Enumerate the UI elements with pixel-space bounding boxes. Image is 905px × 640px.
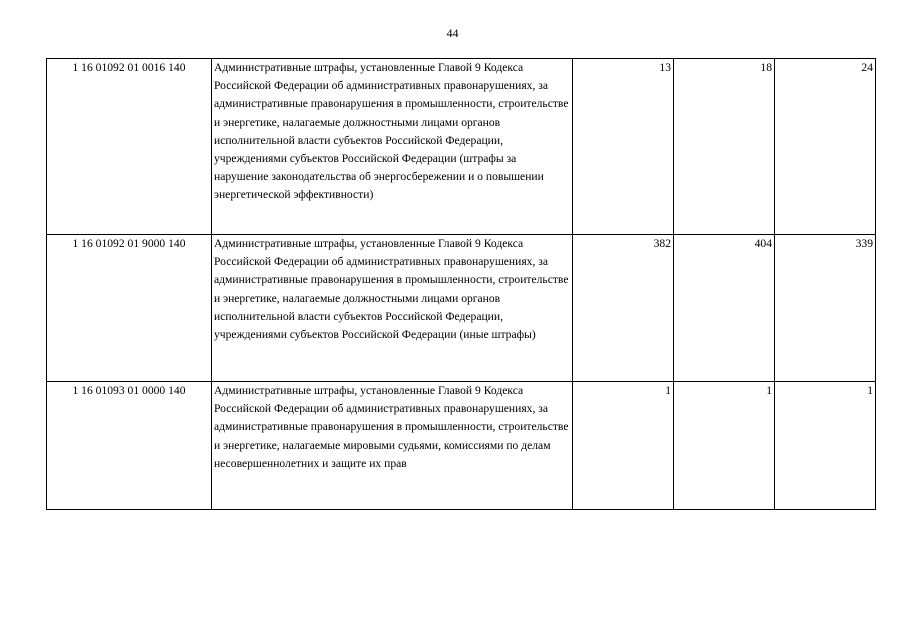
value-cell-year-1: 382 [573,235,674,382]
revenue-code-cell: 1 16 01092 01 9000 140 [47,235,212,382]
table-row [47,382,876,510]
value-cell-year-2: 404 [674,235,775,382]
value-cell-year-1: 13 [573,59,674,235]
table-row [47,59,876,235]
value-cell-year-2: 1 [674,382,775,510]
value-cell-year-3: 24 [775,59,876,235]
revenue-name-cell: Административные штрафы, установленные Главой 9 Кодекса Российской Федерации об административных правонарушениях, за административные правонарушения в промышленности, строительстве и энергетике, налагаемые должностными лицами органов исполнительной власти субъектов Российской Федерации, учреждениями субъектов Российской Федерации (штрафы за нарушение законодательства об энергосбережении и о повышении энергетической эффективности) [212,59,573,235]
budget-revenue-table [46,58,876,510]
revenue-name-cell: Административные штрафы, установленные Главой 9 Кодекса Российской Федерации об административных правонарушениях, за административные правонарушения в промышленности, строительстве и энергетике, налагаемые мировыми судьями, комиссиями по делам несовершеннолетних и защите их прав [212,382,573,510]
value-cell-year-3: 339 [775,235,876,382]
value-cell-year-2: 18 [674,59,775,235]
revenue-code-cell: 1 16 01093 01 0000 140 [47,382,212,510]
value-cell-year-3: 1 [775,382,876,510]
page-number: 44 [446,26,459,40]
table-row [47,235,876,382]
value-cell-year-1: 1 [573,382,674,510]
revenue-name-cell: Административные штрафы, установленные Главой 9 Кодекса Российской Федерации об административных правонарушениях, за административные правонарушения в промышленности, строительстве и энергетике, налагаемые должностными лицами органов исполнительной власти субъектов Российской Федерации, учреждениями субъектов Российской Федерации (иные штрафы) [212,235,573,382]
revenue-code-cell: 1 16 01092 01 0016 140 [47,59,212,235]
